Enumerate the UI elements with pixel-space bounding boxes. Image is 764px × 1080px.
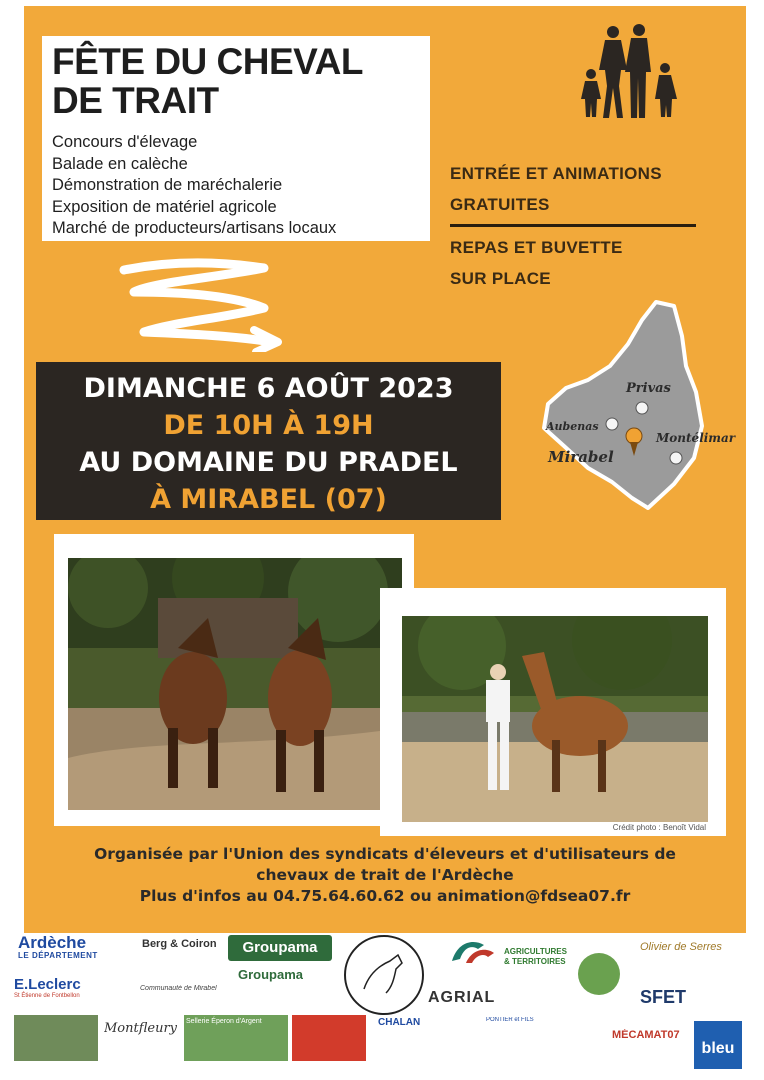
sponsor-leclerc-name: E.Leclerc — [14, 976, 81, 993]
entry-info-line-1: ENTRÉE ET ANIMATIONS — [450, 164, 662, 183]
map-label-mirabel: Mirabel — [548, 448, 614, 466]
map-pin-montelimar — [670, 452, 682, 464]
sponsor-agrial-logo: AGRIAL — [428, 989, 496, 1006]
organizer-line-2: chevaux de trait de l'Ardèche — [256, 866, 514, 884]
event-hours: DE 10H À 19H — [163, 410, 374, 441]
food-info — [450, 232, 623, 294]
event-town: À MIRABEL (07) — [150, 484, 387, 515]
sponsor-round-logo — [578, 953, 620, 995]
organizer-contact: Plus d'infos au 04.75.64.60.62 ou animation@fdsea07.fr — [139, 887, 631, 905]
photo-frame-carriage — [54, 534, 414, 826]
map-pin-privas — [636, 402, 648, 414]
sponsor-montfleury-logo: Montfleury — [104, 1021, 178, 1036]
sponsor-groupama-logo: Groupama — [228, 935, 332, 961]
sponsor-ardeche-name: Ardèche — [18, 933, 87, 952]
ardeche-map — [524, 296, 746, 518]
activities-list — [52, 132, 336, 240]
family-icon — [577, 24, 687, 120]
map-label-montelimar: Montélimar — [656, 431, 736, 445]
arrow-icon — [114, 252, 284, 352]
event-date: DIMANCHE 6 AOÛT 2023 — [83, 373, 454, 404]
title-line-2: DE TRAIT — [52, 80, 219, 121]
activity-item: Marché de producteurs/artisans locaux — [52, 219, 337, 237]
poster-title — [52, 42, 363, 120]
sponsor-mecamat-logo: MÉCAMAT07 — [612, 1029, 680, 1041]
sponsor-berg-coiron-logo: Berg & Coiron — [142, 938, 217, 950]
horse-sketch-logo — [344, 935, 424, 1015]
sponsor-mirabel-logo: Communauté de Mirabel — [140, 985, 217, 992]
sponsor-chalan-logo: CHALAN — [378, 1017, 421, 1028]
activity-item: Démonstration de maréchalerie — [52, 176, 283, 194]
food-info-line-2: SUR PLACE — [450, 269, 551, 288]
activity-item: Exposition de matériel agricole — [52, 197, 277, 216]
sponsor-ardeche-sub: LE DÉPARTEMENT — [18, 951, 98, 960]
map-label-privas: Privas — [626, 381, 671, 396]
poster — [24, 6, 746, 933]
entry-info-line-2: GRATUITES — [450, 195, 550, 214]
sponsor-eperon-argent-logo: Sellerie Éperon d'Argent — [184, 1015, 288, 1061]
organizer-info — [24, 844, 746, 907]
event-venue: AU DOMAINE DU PRADEL — [79, 447, 458, 478]
map-pin-aubenas — [606, 418, 618, 430]
horse-presentation-photo — [402, 616, 708, 822]
sponsor-leclerc-logo — [14, 976, 81, 999]
credit-agricole-logo — [444, 935, 500, 969]
organizer-line-1: Organisée par l'Union des syndicats d'éleveurs et d'utilisateurs de — [94, 845, 676, 863]
sponsors-strip — [0, 933, 764, 1080]
sponsor-france-bleu-logo: bleu — [694, 1021, 742, 1069]
sponsor-sfet-logo: SFET — [640, 987, 687, 1007]
sponsor-landscape-thumbnail — [14, 1015, 98, 1061]
carriage-photo — [68, 558, 402, 810]
info-divider — [450, 224, 696, 227]
food-info-line-1: REPAS ET BUVETTE — [450, 238, 623, 257]
activity-item: Concours d'élevage — [52, 133, 198, 151]
map-label-aubenas: Aubenas — [546, 420, 599, 433]
activity-item: Balade en calèche — [52, 154, 188, 173]
entry-info — [450, 158, 662, 220]
sponsor-ardeche-logo — [18, 933, 98, 960]
sponsor-leclerc-sub: St Étienne de Fontbellon — [14, 993, 80, 999]
sponsor-car-ad — [292, 1015, 366, 1061]
sponsor-pontier-logo: PONTIER et FILS — [486, 1017, 534, 1023]
sponsor-olivier-de-serres-logo: Olivier de Serres — [640, 941, 722, 953]
sponsor-agricultures-territoires-logo: AGRICULTURES & TERRITOIRES — [504, 947, 567, 966]
photo-frame-presentation — [380, 588, 726, 836]
photo-credit: Crédit photo : Benoît Vidal — [612, 823, 706, 832]
sponsor-groupama-agency-logo: Groupama — [238, 967, 304, 982]
title-line-1: FÊTE DU CHEVAL — [52, 41, 363, 82]
title-box — [42, 36, 430, 241]
event-box — [36, 362, 501, 520]
